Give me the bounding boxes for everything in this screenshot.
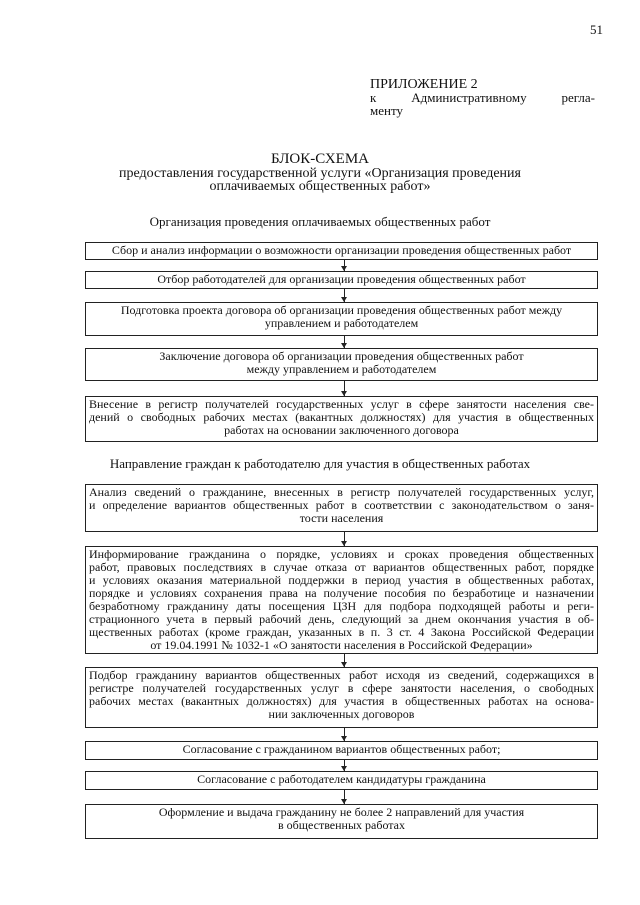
step-text-line: между управлением и работодателем <box>246 362 437 376</box>
arrow-down-icon <box>344 336 345 348</box>
flowchart-title: БЛОК-СХЕМА <box>270 151 370 167</box>
flowchart-step <box>85 804 598 839</box>
appendix-word: к <box>370 90 377 105</box>
appendix-line2 <box>370 91 595 104</box>
arrow-down-icon <box>344 289 345 302</box>
arrow-down-icon <box>344 654 345 667</box>
subtitle-line: предоставления государственной услуги «Организация проведения <box>118 166 521 181</box>
step-text-line: управлением и работодателем <box>264 316 419 330</box>
section-title-referral: Направление граждан к работодателю для участия в общественных работах <box>109 456 531 471</box>
step-text-line: щественных работах (кроме граждан, указанных в п. 3 ст. 4 Закона Российской Федерации <box>89 625 594 639</box>
step-text-line: рабочих местах (вакантных должностях) для участия в общественных работах на основа- <box>89 694 594 708</box>
step-text-line: работах на основании заключенного договора <box>224 423 459 437</box>
step-text-line: Заключение договора об организации проведения общественных работ <box>159 349 524 363</box>
step-text-line: Подбор гражданину вариантов общественных работ исходя из сведений, содержащихся в <box>89 668 594 682</box>
step-text-line: регистре получателей государственных услуг в сфере занятости населения, о свободных <box>89 681 594 695</box>
flowchart-subtitle <box>0 167 640 193</box>
step-text-line: Подготовка проекта договора об организации проведения общественных работ между <box>120 303 563 317</box>
step-text-line: и условиях оказания материальной поддержки в период участия в общественных работах, <box>89 573 594 587</box>
step-text-line: тости населения <box>299 511 384 525</box>
appendix-line3: менту <box>370 103 403 118</box>
subtitle-line: оплачиваемых общественных работ» <box>209 179 431 194</box>
arrow-down-icon <box>344 260 345 271</box>
arrow-down-icon <box>344 381 345 396</box>
flowchart-step <box>85 348 598 381</box>
step-text-line: Информирование гражданина о порядке, условиях и сроках проведения общественных <box>89 547 594 561</box>
step-text-line: и определение вариантов общественных работ в соответствии с законодательством о заня- <box>89 498 594 512</box>
appendix-title: ПРИЛОЖЕНИЕ 2 <box>370 77 478 92</box>
arrow-down-icon <box>344 532 345 546</box>
section-title-organization: Организация проведения оплачиваемых общественных работ <box>149 214 491 229</box>
page-number: 51 <box>590 22 603 37</box>
step-text-line: Оформление и выдача гражданину не более 2 направлений для участия <box>158 805 525 819</box>
step-text-line: Внесение в регистр получателей государственных услуг в сфере занятости населения све- <box>89 397 594 411</box>
step-text-line: Анализ сведений о гражданине, внесенных в регистр получателей государственных услуг, <box>89 485 594 499</box>
flowchart-step <box>85 271 598 289</box>
flowchart-step <box>85 771 598 790</box>
step-text-line: в общественных работах <box>277 818 406 832</box>
step-text-line: страционного учета в первый рабочий день, следующий за днем окончания участия в об- <box>89 612 594 626</box>
arrow-down-icon <box>344 790 345 804</box>
flowchart-step <box>85 667 598 728</box>
arrow-down-icon <box>344 760 345 771</box>
arrow-down-icon <box>344 728 345 741</box>
flowchart-step <box>85 484 598 532</box>
flowchart-step <box>85 242 598 260</box>
step-text-line: безработному гражданину даты посещения ЦЗН для подбора подходящей работы и реги- <box>89 599 594 613</box>
step-text-line: Согласование с гражданином вариантов общественных работ; <box>182 742 501 756</box>
flowchart-step <box>85 396 598 442</box>
flowchart-step <box>85 741 598 760</box>
step-text-line: Согласование с работодателем кандидатуры гражданина <box>197 772 486 786</box>
step-text-line: Отбор работодателей для организации проведения общественных работ <box>157 272 526 286</box>
flowchart-step <box>85 546 598 654</box>
step-text-line: нии заключенных договоров <box>268 707 415 721</box>
step-text-line: Сбор и анализ информации о возможности организации проведения общественных работ <box>111 243 572 257</box>
appendix-word: регла- <box>561 90 595 105</box>
step-text-line: от 19.04.1991 № 1032-1 «О занятости населения в Российской Федерации» <box>150 638 533 652</box>
flowchart-step <box>85 302 598 336</box>
appendix-header <box>370 78 595 117</box>
step-text-line: дений о свободных рабочих местах (вакантных должностях) для участия в общественных <box>89 410 594 424</box>
appendix-word: Административному <box>411 90 527 105</box>
step-text-line: работ, правовых последствиях в случае отказа от вариантов общественных работ, порядке <box>89 560 594 574</box>
step-text-line: порядке и условиях сохранения права на получение пособия по безработице и назначении <box>89 586 594 600</box>
